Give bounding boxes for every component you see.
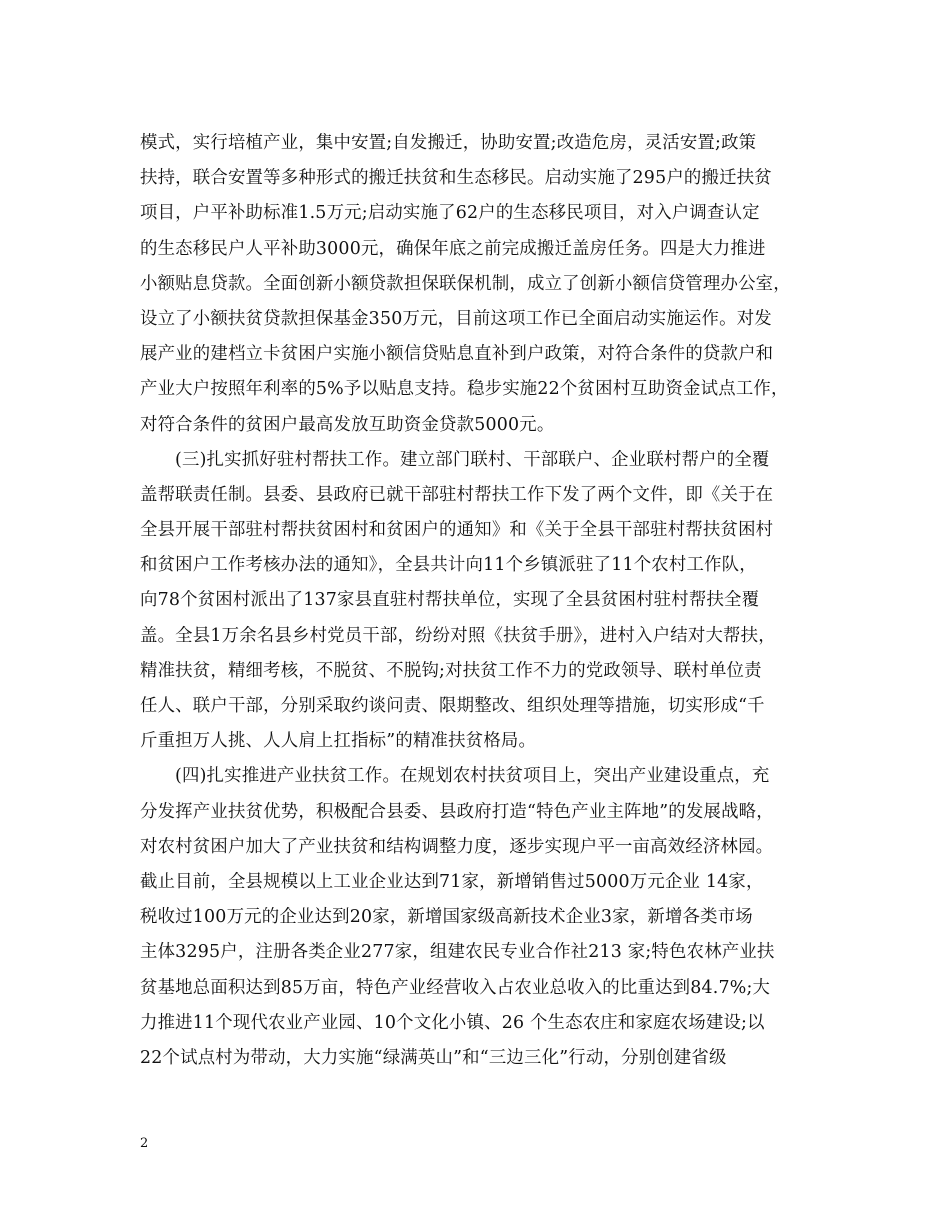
text-line: 贫基地总面积达到85万亩，特色产业经营收入占农业总收入的比重达到84.7%;大 (140, 977, 771, 998)
text-line: 产业大户按照年利率的5%予以贴息支持。稳步实施22个贫困村互助资金试点工作， (140, 379, 789, 400)
text-line: 税收过100万元的企业达到20家，新增国家级高新技术企业3家，新增各类市场 (140, 907, 753, 928)
text-line: 分发挥产业扶贫优势，积极配合县委、县政府打造“特色产业主阵地”的发展战略， (140, 801, 774, 822)
text-line: 力推进11个现代农业产业园、10个文化小镇、26 个生态农庄和家庭农场建设;以 (140, 1012, 765, 1033)
text-line: (三)扎实抓好驻村帮扶工作。建立部门联村、干部联户、企业联村帮户的全覆 (175, 449, 770, 470)
document-body (140, 126, 830, 1076)
text-line: 盖帮联责任制。县委、县政府已就干部驻村帮扶工作下发了两个文件，即《关于在 (140, 484, 774, 505)
text-line: 22个试点村为带动，大力实施“绿满英山”和“三边三化”行动，分别创建省级 (140, 1047, 727, 1068)
text-line: 盖。全县1万余名县乡村党员干部，纷纷对照《扶贫手册》，进村入户结对大帮扶， (140, 625, 776, 646)
text-line: (四)扎实推进产业扶贫工作。在规划农村扶贫项目上，突出产业建设重点，充 (175, 766, 770, 787)
text-line: 斤重担万人挑、人人肩上扛指标”的精准扶贫格局。 (140, 731, 537, 752)
text-line: 任人、联户干部，分别采取约谈问责、限期整改、组织处理等措施，切实形成“千 (140, 696, 765, 716)
text-line: 精准扶贫，精细考核，不脱贫、不脱钩;对扶贫工作不力的党政领导、联村单位责 (140, 660, 762, 681)
text-line: 对符合条件的贫困户最高发放互助资金贷款5000元。 (140, 414, 555, 435)
text-line: 对农村贫困户加大了产业扶贫和结构调整力度，逐步实现户平一亩高效经济林园。 (140, 836, 774, 857)
text-line: 的生态移民户人平补助3000元，确保年底之前完成搬迁盖房任务。四是大力推进 (140, 238, 766, 259)
text-line: 和贫困户工作考核办法的通知》，全县共计向11个乡镇派驻了11个农村工作队， (140, 555, 757, 576)
text-line: 设立了小额扶贫贷款担保基金350万元，目前这项工作已全面启动实施运作。对发 (140, 308, 772, 329)
text-line: 扶持，联合安置等多种形式的搬迁扶贫和生态移民。启动实施了295户的搬迁扶贫 (140, 168, 772, 189)
text-line: 项目，户平补助标准1.5万元;启动实施了62户的生态移民项目，对入户调查认定 (140, 203, 760, 224)
text-line: 模式，实行培植产业，集中安置;自发搬迁，协助安置;改造危房，灵活安置;政策 (140, 133, 757, 153)
paragraph-relocation (140, 126, 830, 443)
text-line: 主体3295户，注册各类企业277家，组建农民专业合作社213 家;特色农林产业扶 (140, 942, 775, 963)
text-line: 小额贴息贷款。全面创新小额贷款担保联保机制，成立了创新小额信贷管理办公室， (140, 273, 791, 294)
text-line: 向78个贫困村派出了137家县直驻村帮扶单位，实现了全县贫困村驻村帮扶全覆 (140, 590, 760, 611)
text-line: 展产业的建档立卡贫困户实施小额信贷贴息直补到户政策，对符合条件的贷款户和 (140, 344, 774, 365)
text-line: 全县开展干部驻村帮扶贫困村和贫困户的通知》和《关于全县干部驻村帮扶贫困村 (140, 520, 774, 541)
text-line: 截止目前，全县规模以上工业企业达到71家，新增销售过5000万元企业 14家， (140, 871, 764, 892)
page-number: 2 (140, 1136, 149, 1151)
paragraph-industry-poverty-alleviation (140, 759, 830, 1076)
paragraph-village-assistance (140, 443, 830, 760)
